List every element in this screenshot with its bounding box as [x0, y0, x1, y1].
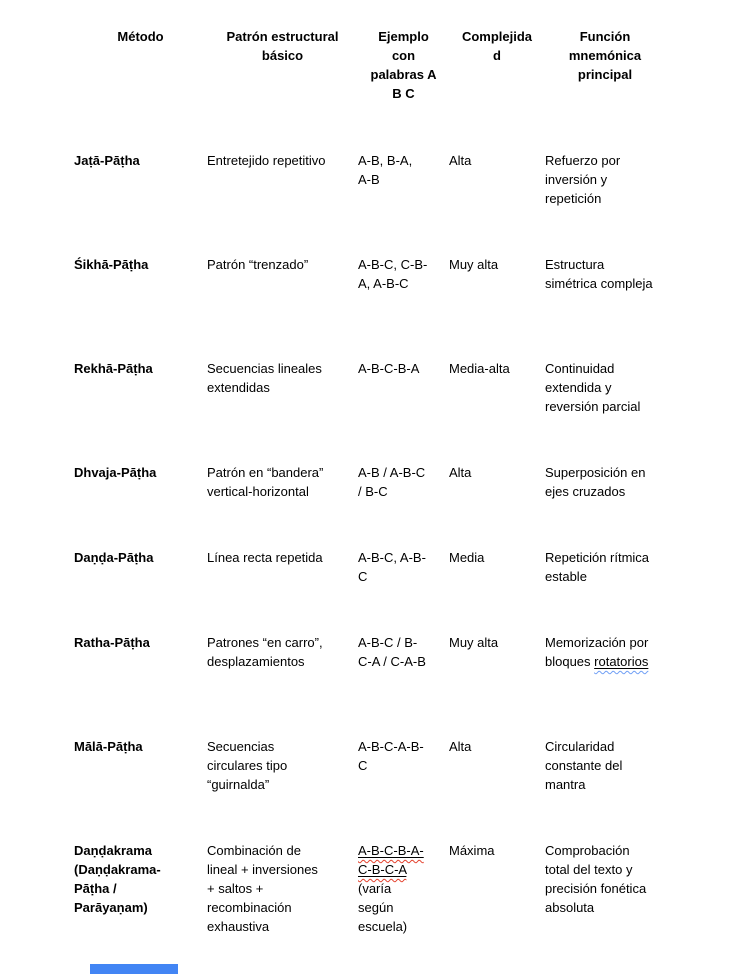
cell-example: A-B-C / B-C-A / C-A-B	[358, 635, 426, 669]
table-row-mala-patha	[74, 737, 665, 841]
cell-method: Jaṭā-Pāṭha	[74, 153, 140, 168]
cell-example	[358, 841, 449, 936]
cell-method: Daṇḍakrama (Daṇḍakrama-Pāṭha / Parāyaṇam)	[74, 843, 161, 915]
table-row-dandakrama	[74, 841, 665, 936]
cell-example: A-B-C-B-A	[358, 361, 420, 376]
header-metodo: Método	[117, 29, 164, 44]
selection-highlight-bar	[90, 964, 178, 974]
cell-example: A-B / A-B-C / B-C	[358, 465, 426, 499]
table-row-jata-patha	[74, 151, 665, 255]
patha-methods-table	[74, 27, 665, 936]
cell-example: A-B, B-A, A-B	[358, 153, 413, 187]
function-text: Memorización por bloques	[545, 635, 649, 669]
cell-method: Śikhā-Pāṭha	[74, 257, 149, 272]
table-row-sikha-patha	[74, 255, 665, 359]
cell-pattern: Combinación de lineal + inversiones + saltos + recombinación exhaustiva	[207, 843, 318, 934]
cell-complexity: Máxima	[449, 843, 495, 858]
cell-pattern: Secuencias circulares tipo “guirnalda”	[207, 739, 288, 792]
cell-function: Circularidad constante del mantra	[545, 739, 623, 792]
cell-complexity: Muy alta	[449, 257, 499, 272]
table-header-row	[74, 27, 665, 151]
header-patron-estructural: Patrón estructural básico	[226, 29, 339, 63]
cell-complexity: Media	[449, 550, 485, 565]
cell-pattern: Línea recta repetida	[207, 550, 323, 565]
cell-complexity: Alta	[449, 739, 472, 754]
cell-function: Superposición en ejes cruzados	[545, 465, 646, 499]
cell-pattern: Patrones “en carro”, desplazamientos	[207, 635, 323, 669]
cell-complexity: Alta	[449, 153, 472, 168]
cell-example: A-B-C, C-B-A, A-B-C	[358, 257, 428, 291]
cell-function: Repetición rítmica estable	[545, 550, 650, 584]
cell-method: Ratha-Pāṭha	[74, 635, 150, 650]
grammar-flagged-word[interactable]: rotatorios	[594, 654, 649, 669]
spellcheck-flagged-sequence[interactable]: A-B-C-B-A-C-B-C-A	[358, 843, 424, 877]
cell-complexity: Media-alta	[449, 361, 510, 376]
table-row-danda-patha	[74, 548, 665, 633]
cell-pattern: Entretejido repetitivo	[207, 153, 326, 168]
header-funcion-mnemonica: Función mnemónica principal	[568, 29, 642, 82]
example-note: (varía según escuela)	[358, 881, 408, 934]
table-row-ratha-patha	[74, 633, 665, 737]
table-row-rekha-patha	[74, 359, 665, 463]
cell-method: Mālā-Pāṭha	[74, 739, 143, 754]
cell-complexity: Muy alta	[449, 635, 499, 650]
cell-function	[545, 633, 665, 671]
cell-pattern: Patrón en “bandera” vertical-horizontal	[207, 465, 324, 499]
header-complejidad: Complejidad	[461, 29, 533, 63]
cell-method: Dhvaja-Pāṭha	[74, 465, 157, 480]
cell-function: Continuidad extendida y reversión parcial	[545, 361, 641, 414]
cell-pattern: Patrón “trenzado”	[207, 257, 309, 272]
header-ejemplo: Ejemplo con palabras A B C	[370, 29, 437, 101]
cell-example: A-B-C, A-B-C	[358, 550, 426, 584]
cell-method: Rekhā-Pāṭha	[74, 361, 153, 376]
cell-example: A-B-C-A-B-C	[358, 739, 424, 773]
cell-function: Refuerzo por inversión y repetición	[545, 153, 621, 206]
table-row-dhvaja-patha	[74, 463, 665, 548]
cell-method: Daṇḍa-Pāṭha	[74, 550, 154, 565]
cell-function: Comprobación total del texto y precisión fonética absoluta	[545, 843, 647, 915]
cell-function: Estructura simétrica compleja	[545, 257, 653, 291]
cell-complexity: Alta	[449, 465, 472, 480]
cell-pattern: Secuencias lineales extendidas	[207, 361, 322, 395]
